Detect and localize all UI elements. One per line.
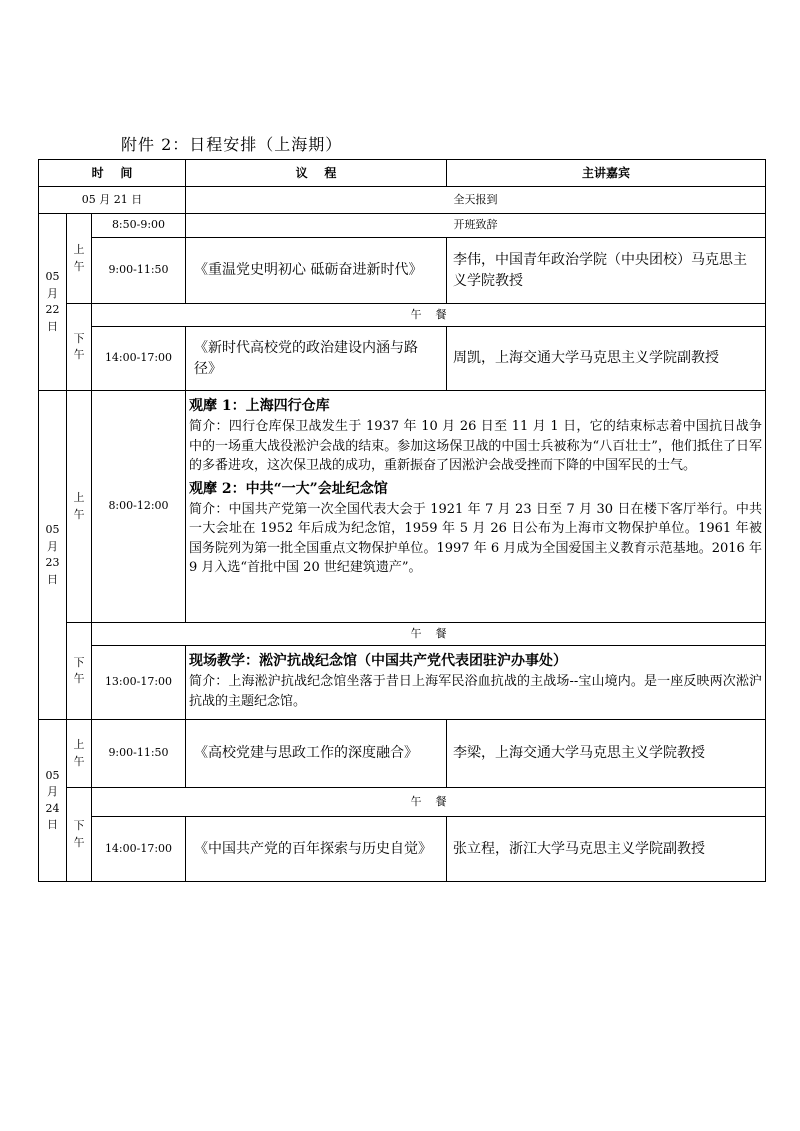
day4-session2-topic: 《中国共产党的百年探索与历史自觉》 [186,817,447,882]
day4-date-line: 日 [47,818,58,831]
day4-date-line: 05 [45,768,60,782]
am-char: 午 [73,259,85,273]
day3-pm-time: 13:00-17:00 [92,646,186,720]
pm-char: 下 [73,331,85,345]
pm-char: 下 [73,655,85,669]
day3-date-line: 日 [47,572,58,586]
day4-pm-label [67,788,92,882]
visit1-desc: 简介：四行仓库保卫战发生于 1937 年 10 月 26 日至 11 月 1 日，它的结束标志着中国抗日战争中的一场重大战役淞沪会战的结束。参加这场保卫战的中国士兵被称为“八百壮士”，他们抵住了日军的多番进攻，这次保卫战的成功，重新振奋了因淞沪会战受挫而下降的中国军民的士气。 [189,419,762,473]
pm-char: 午 [73,835,85,849]
am-char: 上 [73,738,85,751]
visit2-title: 观摩 2：中共“一大”会址纪念馆 [189,480,388,497]
header-agenda: 议 程 [186,160,447,187]
day3-pm-label [67,623,92,720]
day2-lunch: 午 餐 [92,304,766,327]
day3-date-line: 05 [45,523,60,536]
day2-date-line: 05 [45,270,60,283]
day2-date-line: 22 [45,303,60,316]
header-row [39,160,766,187]
day2-date-line: 日 [47,319,58,333]
page-title: 附件 2：日程安排（上海期） [121,135,343,154]
am-char: 午 [73,754,85,768]
day3-lunch: 午 餐 [92,623,766,646]
visit1-title: 观摩 1：上海四行仓库 [189,398,330,414]
day1-date: 05 月 21 日 [39,187,186,214]
am-char: 上 [73,243,85,256]
day4-session1-topic: 《高校党建与思政工作的深度融合》 [186,720,447,788]
header-speaker: 主讲嘉宾 [447,160,766,187]
day2-opening-time: 8:50-9:00 [92,214,186,238]
day2-am-label [67,214,92,304]
day4-session1-time: 9:00-11:50 [92,720,186,788]
day4-session2-row [39,817,766,882]
day3-am-label [67,391,92,623]
day4-session1-row [39,720,766,788]
day2-session1-row [39,238,766,304]
day4-session2-time: 14:00-17:00 [92,817,186,882]
am-char: 上 [73,491,85,504]
day2-session1-topic: 《重温党史明初心 砥砺奋进新时代》 [186,238,447,304]
day2-session2-time: 14:00-17:00 [92,327,186,391]
day4-date-line: 24 [45,801,60,815]
day2-date-line: 月 [47,286,58,300]
day3-pm-visit [186,646,766,720]
day2-session2-topic: 《新时代高校党的政治建设内涵与路径》 [186,327,447,391]
day2-date [39,214,67,391]
header-time: 时 间 [39,160,186,187]
day4-date [39,720,67,882]
day4-date-line: 月 [47,785,58,798]
day1-text: 全天报到 [186,187,766,214]
day3-am-visits [186,391,766,623]
pm-char: 午 [73,348,85,361]
day2-session2-row [39,327,766,391]
pm-char: 下 [73,819,85,832]
day2-opening-row [39,214,766,238]
day3-am-time: 8:00-12:00 [92,391,186,623]
day3-date-line: 月 [47,539,58,553]
day2-pm-label [67,304,92,391]
visit3-title: 现场教学：淞沪抗战纪念馆（中国共产党代表团驻沪办事处） [189,653,567,669]
day2-session1-speaker: 李伟，中国青年政治学院（中央团校）马克思主义学院教授 [447,238,766,304]
pm-char: 午 [73,672,85,685]
day2-opening-text: 开班致辞 [186,214,766,238]
day3-lunch-row [39,623,766,646]
am-char: 午 [73,507,85,521]
day4-lunch: 午 餐 [92,788,766,817]
day2-session2-speaker: 周凯，上海交通大学马克思主义学院副教授 [447,327,766,391]
day3-date [39,391,67,720]
day3-pm-row [39,646,766,720]
day4-lunch-row [39,788,766,817]
day4-am-label [67,720,92,788]
day2-lunch-row [39,304,766,327]
day1-row [39,187,766,214]
day2-session1-time: 9:00-11:50 [92,238,186,304]
day3-date-line: 23 [45,556,60,569]
schedule-table [38,159,766,882]
day3-am-row [39,391,766,623]
visit2-desc: 简介：中国共产党第一次全国代表大会于 1921 年 7 月 23 日至 7 月 30 日在楼下客厅举行。中共一大会址在 1952 年后成为纪念馆，1959 年 5 月 26 日公布为上海市文物保护单位。1961 年被国务院列为第一批全国重点文物保护单位。1997 年 6 月成为全国爱国主义教育示范基地。2016 年 9 月入选“首批中国 20 世纪建筑遗产”。 [189,501,762,575]
day4-session2-speaker: 张立程，浙江大学马克思主义学院副教授 [447,817,766,882]
day4-session1-speaker: 李梁，上海交通大学马克思主义学院教授 [447,720,766,788]
visit3-desc: 简介：上海淞沪抗战纪念馆坐落于昔日上海军民浴血抗战的主战场--宝山境内。是一座反映两次淞沪抗战的主题纪念馆。 [189,674,762,709]
